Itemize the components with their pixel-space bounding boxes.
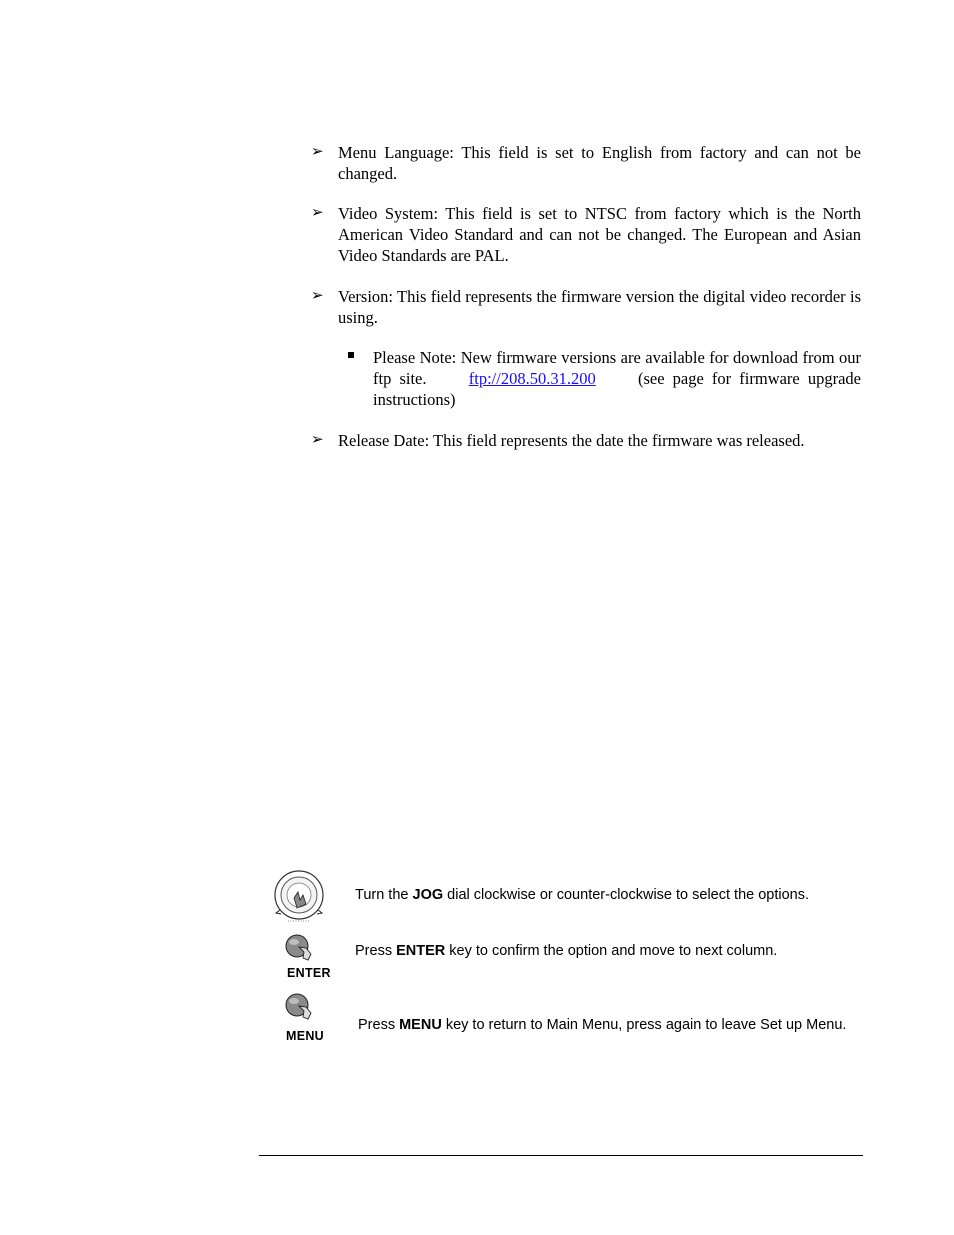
menu-label: MENU: [286, 1029, 325, 1043]
enter-key: ENTER: [396, 943, 446, 959]
enter-instruction: [355, 942, 777, 960]
enter-button-icon: [284, 933, 314, 963]
jog-instruction: [355, 886, 809, 904]
menu-post: key to return to Main Menu, press again to leave Set up Menu.: [441, 1017, 847, 1033]
menu-pre: Press: [358, 1017, 400, 1033]
arrow-bullet-icon: ➢: [311, 288, 324, 304]
video-system-text: Video System: This field is set to NTSC from factory which is the North American Video Standard and can not be changed. The European and Asian Video Standards are PAL.: [338, 204, 861, 265]
enter-pre: Press: [355, 943, 397, 959]
note-suffix: (see page for firmware upgrade instructions): [373, 369, 862, 409]
jog-key: JOG: [412, 887, 444, 903]
note-prefix: Please Note: New firmware versions are available for download from our ftp site.: [373, 348, 861, 388]
enter-label: ENTER: [287, 966, 331, 980]
firmware-note: [373, 347, 861, 410]
menu-language-text: Menu Language: This field is set to English from factory and can not be changed.: [338, 143, 861, 183]
arrow-bullet-icon: ➢: [311, 205, 324, 221]
footer-rule: [259, 1155, 863, 1156]
square-bullet-icon: [348, 352, 354, 358]
arrow-bullet-icon: ➢: [311, 432, 324, 448]
enter-post: key to confirm the option and move to next column.: [445, 943, 778, 959]
menu-instruction: [358, 1016, 846, 1034]
ftp-link[interactable]: ftp://208.50.31.200: [468, 369, 596, 388]
menu-button-icon: [284, 992, 314, 1022]
menu-key: MENU: [399, 1017, 442, 1033]
version-text: Version: This field represents the firmware version the digital video recorder is using.: [338, 287, 861, 327]
arrow-bullet-icon: ➢: [311, 144, 324, 160]
jog-dial-icon: [272, 870, 326, 924]
jog-post: dial clockwise or counter-clockwise to select the options.: [443, 887, 810, 903]
release-date-text: Release Date: This field represents the date the firmware was released.: [338, 431, 805, 450]
jog-pre: Turn the: [355, 887, 413, 903]
